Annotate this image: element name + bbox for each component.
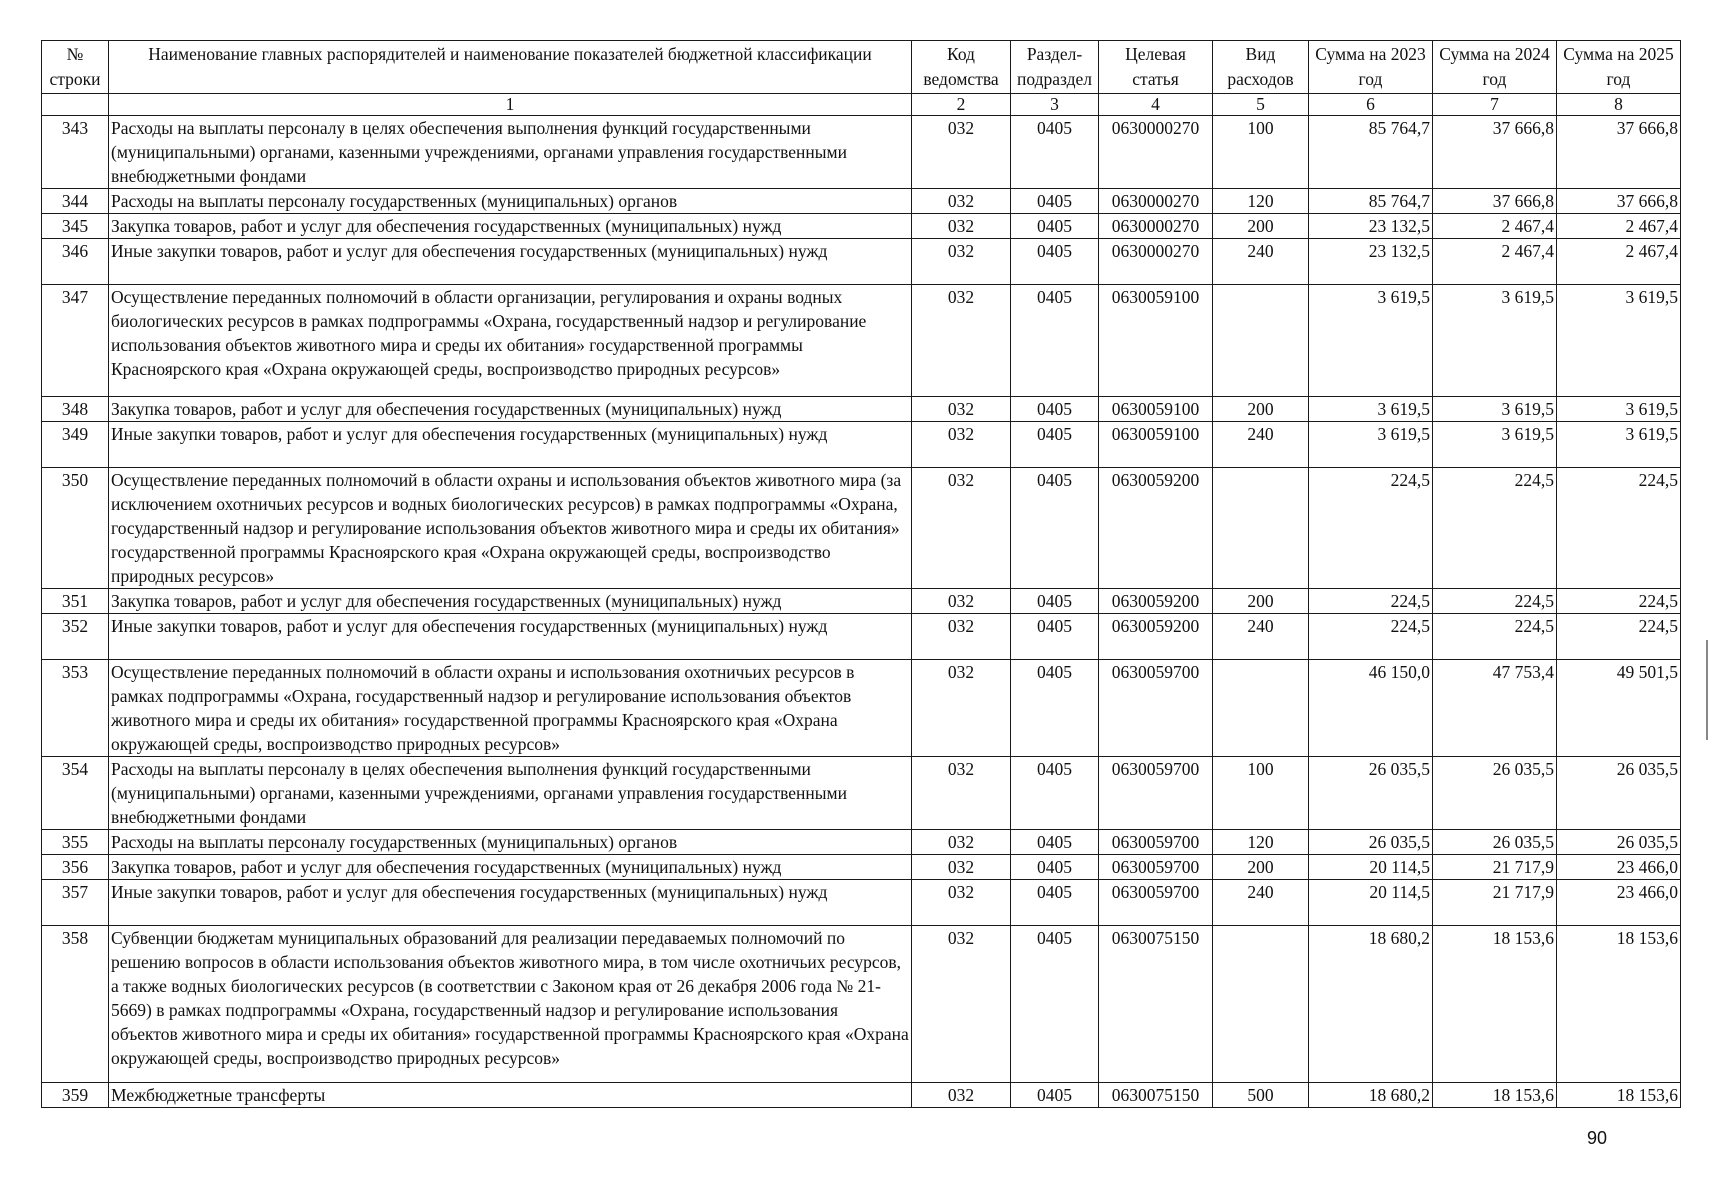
header-sum-2025: Сумма на 2025 год [1557, 41, 1681, 94]
row-celevaya-statya: 0630059200 [1099, 614, 1213, 660]
row-sum-2025: 26 035,5 [1557, 830, 1681, 855]
row-razdel-podrazdel: 0405 [1011, 239, 1099, 285]
table-row [42, 239, 1681, 285]
row-sum-2025: 49 501,5 [1557, 660, 1681, 757]
row-kod-vedomstva: 032 [912, 589, 1011, 614]
row-sum-2024: 18 153,6 [1433, 926, 1557, 1083]
row-name: Закупка товаров, работ и услуг для обеспечения государственных (муниципальных) нужд [109, 589, 912, 614]
row-kod-vedomstva: 032 [912, 116, 1011, 189]
row-name: Осуществление переданных полномочий в области охраны и использования объектов животного мира (за исключением охотничьих ресурсов и водных биологических ресурсов) в рамках подпрограммы «Охрана, государственный надзор и регулирование использования объектов животного мира и среды их обитания» государственной программы Красноярского края «Охрана окружающей среды, воспроизводство природных ресурсов» [109, 468, 912, 589]
table-row [42, 614, 1681, 660]
row-celevaya-statya: 0630059700 [1099, 855, 1213, 880]
row-vid-rashodov: 200 [1213, 855, 1309, 880]
row-vid-rashodov: 200 [1213, 589, 1309, 614]
row-celevaya-statya: 0630059100 [1099, 285, 1213, 397]
row-number: 354 [42, 757, 109, 830]
row-name: Иные закупки товаров, работ и услуг для обеспечения государственных (муниципальных) нужд [109, 880, 912, 926]
row-number: 351 [42, 589, 109, 614]
row-name: Иные закупки товаров, работ и услуг для обеспечения государственных (муниципальных) нужд [109, 422, 912, 468]
row-celevaya-statya: 0630059700 [1099, 880, 1213, 926]
row-sum-2024: 21 717,9 [1433, 855, 1557, 880]
row-sum-2023: 224,5 [1309, 614, 1433, 660]
row-sum-2023: 85 764,7 [1309, 189, 1433, 214]
row-kod-vedomstva: 032 [912, 189, 1011, 214]
row-name: Расходы на выплаты персоналу государственных (муниципальных) органов [109, 189, 912, 214]
row-vid-rashodov: 200 [1213, 397, 1309, 422]
row-sum-2024: 37 666,8 [1433, 116, 1557, 189]
row-vid-rashodov: 100 [1213, 757, 1309, 830]
row-kod-vedomstva: 032 [912, 468, 1011, 589]
row-sum-2025: 26 035,5 [1557, 757, 1681, 830]
row-sum-2024: 37 666,8 [1433, 189, 1557, 214]
budget-table [41, 40, 1681, 1108]
row-sum-2025: 2 467,4 [1557, 239, 1681, 285]
table-header [42, 41, 1681, 116]
row-number: 355 [42, 830, 109, 855]
row-sum-2024: 47 753,4 [1433, 660, 1557, 757]
column-number: 5 [1213, 94, 1309, 116]
row-sum-2025: 23 466,0 [1557, 880, 1681, 926]
column-number: 7 [1433, 94, 1557, 116]
row-razdel-podrazdel: 0405 [1011, 855, 1099, 880]
row-kod-vedomstva: 032 [912, 285, 1011, 397]
row-sum-2023: 18 680,2 [1309, 926, 1433, 1083]
row-celevaya-statya: 0630075150 [1099, 1083, 1213, 1108]
row-kod-vedomstva: 032 [912, 214, 1011, 239]
row-sum-2023: 85 764,7 [1309, 116, 1433, 189]
row-number: 356 [42, 855, 109, 880]
table-row [42, 116, 1681, 189]
row-kod-vedomstva: 032 [912, 614, 1011, 660]
row-vid-rashodov: 120 [1213, 189, 1309, 214]
header-kod: Код ведомства [912, 41, 1011, 94]
row-razdel-podrazdel: 0405 [1011, 422, 1099, 468]
row-kod-vedomstva: 032 [912, 757, 1011, 830]
row-sum-2024: 18 153,6 [1433, 1083, 1557, 1108]
row-vid-rashodov [1213, 926, 1309, 1083]
row-name: Закупка товаров, работ и услуг для обеспечения государственных (муниципальных) нужд [109, 214, 912, 239]
row-celevaya-statya: 0630059100 [1099, 397, 1213, 422]
row-razdel-podrazdel: 0405 [1011, 116, 1099, 189]
table-row [42, 926, 1681, 1083]
row-number: 358 [42, 926, 109, 1083]
row-celevaya-statya: 0630059200 [1099, 468, 1213, 589]
row-sum-2023: 23 132,5 [1309, 239, 1433, 285]
row-kod-vedomstva: 032 [912, 397, 1011, 422]
row-name: Субвенции бюджетам муниципальных образований для реализации передаваемых полномочий по решению вопросов в области использования объектов животного мира, в том числе охотничьих ресурсов, а также водных биологических ресурсов (в соответствии с Законом края от 26 декабря 2006 года № 21-5669) в рамках подпрограммы «Охрана, государственный надзор и регулирование использования объектов животного мира и среды их обитания» государственной программы Красноярского края «Охрана окружающей среды, воспроизводство природных ресурсов» [109, 926, 912, 1083]
row-sum-2025: 224,5 [1557, 468, 1681, 589]
row-razdel-podrazdel: 0405 [1011, 660, 1099, 757]
row-sum-2025: 18 153,6 [1557, 926, 1681, 1083]
row-sum-2025: 224,5 [1557, 614, 1681, 660]
row-sum-2024: 3 619,5 [1433, 285, 1557, 397]
row-name: Межбюджетные трансферты [109, 1083, 912, 1108]
row-sum-2024: 26 035,5 [1433, 830, 1557, 855]
table-row [42, 830, 1681, 855]
row-sum-2024: 2 467,4 [1433, 239, 1557, 285]
row-kod-vedomstva: 032 [912, 880, 1011, 926]
row-razdel-podrazdel: 0405 [1011, 214, 1099, 239]
table-row [42, 468, 1681, 589]
row-celevaya-statya: 0630059700 [1099, 757, 1213, 830]
row-vid-rashodov: 240 [1213, 880, 1309, 926]
row-sum-2023: 18 680,2 [1309, 1083, 1433, 1108]
table-row [42, 285, 1681, 397]
row-celevaya-statya: 0630000270 [1099, 239, 1213, 285]
row-vid-rashodov: 100 [1213, 116, 1309, 189]
row-number: 349 [42, 422, 109, 468]
row-number: 352 [42, 614, 109, 660]
row-vid-rashodov: 500 [1213, 1083, 1309, 1108]
row-number: 343 [42, 116, 109, 189]
row-vid-rashodov: 240 [1213, 614, 1309, 660]
row-sum-2023: 46 150,0 [1309, 660, 1433, 757]
scan-margin-line [1706, 640, 1708, 740]
table-row [42, 880, 1681, 926]
column-number [42, 94, 109, 116]
table-row [42, 589, 1681, 614]
row-number: 359 [42, 1083, 109, 1108]
table-row [42, 422, 1681, 468]
row-sum-2024: 3 619,5 [1433, 422, 1557, 468]
row-kod-vedomstva: 032 [912, 830, 1011, 855]
row-celevaya-statya: 0630000270 [1099, 214, 1213, 239]
header-razdel: Раздел-подраздел [1011, 41, 1099, 94]
row-name: Осуществление переданных полномочий в области охраны и использования охотничьих ресурсов в рамках подпрограммы «Охрана, государственный надзор и регулирование использования объектов животного мира и среды их обитания» государственной программы Красноярского края «Охрана окружающей среды, воспроизводство природных ресурсов» [109, 660, 912, 757]
row-name: Иные закупки товаров, работ и услуг для обеспечения государственных (муниципальных) нужд [109, 614, 912, 660]
row-sum-2024: 3 619,5 [1433, 397, 1557, 422]
header-name: Наименование главных распорядителей и наименование показателей бюджетной классификации [109, 41, 912, 94]
column-number: 2 [912, 94, 1011, 116]
row-number: 357 [42, 880, 109, 926]
table-row [42, 189, 1681, 214]
row-razdel-podrazdel: 0405 [1011, 589, 1099, 614]
row-number: 353 [42, 660, 109, 757]
row-kod-vedomstva: 032 [912, 239, 1011, 285]
table-body [42, 116, 1681, 1108]
column-number: 1 [109, 94, 912, 116]
header-num: № строки [42, 41, 109, 94]
table-row [42, 660, 1681, 757]
row-sum-2023: 3 619,5 [1309, 422, 1433, 468]
table-row [42, 397, 1681, 422]
row-razdel-podrazdel: 0405 [1011, 926, 1099, 1083]
row-celevaya-statya: 0630075150 [1099, 926, 1213, 1083]
column-number: 3 [1011, 94, 1099, 116]
row-sum-2025: 3 619,5 [1557, 285, 1681, 397]
row-celevaya-statya: 0630059700 [1099, 830, 1213, 855]
table-row [42, 214, 1681, 239]
row-sum-2024: 224,5 [1433, 589, 1557, 614]
row-sum-2024: 2 467,4 [1433, 214, 1557, 239]
row-razdel-podrazdel: 0405 [1011, 468, 1099, 589]
row-vid-rashodov [1213, 285, 1309, 397]
table-row [42, 757, 1681, 830]
row-sum-2023: 3 619,5 [1309, 285, 1433, 397]
row-name: Расходы на выплаты персоналу государственных (муниципальных) органов [109, 830, 912, 855]
row-vid-rashodov: 120 [1213, 830, 1309, 855]
header-sum-2024: Сумма на 2024 год [1433, 41, 1557, 94]
row-celevaya-statya: 0630000270 [1099, 116, 1213, 189]
header-row [42, 41, 1681, 94]
table-row [42, 1083, 1681, 1108]
row-celevaya-statya: 0630059700 [1099, 660, 1213, 757]
row-number: 344 [42, 189, 109, 214]
row-razdel-podrazdel: 0405 [1011, 830, 1099, 855]
row-sum-2025: 18 153,6 [1557, 1083, 1681, 1108]
row-vid-rashodov [1213, 660, 1309, 757]
column-number: 6 [1309, 94, 1433, 116]
row-celevaya-statya: 0630059100 [1099, 422, 1213, 468]
row-kod-vedomstva: 032 [912, 855, 1011, 880]
row-sum-2024: 224,5 [1433, 468, 1557, 589]
row-sum-2025: 2 467,4 [1557, 214, 1681, 239]
column-number-row [42, 94, 1681, 116]
row-name: Осуществление переданных полномочий в области организации, регулирования и охраны водных биологических ресурсов в рамках подпрограммы «Охрана, государственный надзор и регулирование использования объектов животного мира и среды их обитания» государственной программы Красноярского края «Охрана окружающей среды, воспроизводство природных ресурсов» [109, 285, 912, 397]
row-name: Закупка товаров, работ и услуг для обеспечения государственных (муниципальных) нужд [109, 397, 912, 422]
row-razdel-podrazdel: 0405 [1011, 189, 1099, 214]
row-sum-2025: 224,5 [1557, 589, 1681, 614]
row-sum-2024: 224,5 [1433, 614, 1557, 660]
row-razdel-podrazdel: 0405 [1011, 1083, 1099, 1108]
page-number: 90 [1587, 1128, 1608, 1148]
row-kod-vedomstva: 032 [912, 1083, 1011, 1108]
row-vid-rashodov: 240 [1213, 239, 1309, 285]
row-razdel-podrazdel: 0405 [1011, 397, 1099, 422]
row-kod-vedomstva: 032 [912, 926, 1011, 1083]
row-number: 348 [42, 397, 109, 422]
header-sum-2023: Сумма на 2023 год [1309, 41, 1433, 94]
row-sum-2025: 37 666,8 [1557, 116, 1681, 189]
row-sum-2023: 224,5 [1309, 589, 1433, 614]
row-vid-rashodov [1213, 468, 1309, 589]
row-celevaya-statya: 0630000270 [1099, 189, 1213, 214]
row-sum-2025: 23 466,0 [1557, 855, 1681, 880]
column-number: 8 [1557, 94, 1681, 116]
table-row [42, 855, 1681, 880]
row-sum-2023: 20 114,5 [1309, 855, 1433, 880]
row-number: 346 [42, 239, 109, 285]
row-name: Расходы на выплаты персоналу в целях обеспечения выполнения функций государственными (муниципальными) органами, казенными учреждениями, органами управления государственными внебюджетными фондами [109, 116, 912, 189]
row-name: Расходы на выплаты персоналу в целях обеспечения выполнения функций государственными (муниципальными) органами, казенными учреждениями, органами управления государственными внебюджетными фондами [109, 757, 912, 830]
row-number: 345 [42, 214, 109, 239]
row-sum-2023: 23 132,5 [1309, 214, 1433, 239]
row-name: Закупка товаров, работ и услуг для обеспечения государственных (муниципальных) нужд [109, 855, 912, 880]
row-sum-2023: 3 619,5 [1309, 397, 1433, 422]
row-sum-2024: 26 035,5 [1433, 757, 1557, 830]
row-sum-2024: 21 717,9 [1433, 880, 1557, 926]
row-vid-rashodov: 240 [1213, 422, 1309, 468]
row-sum-2023: 20 114,5 [1309, 880, 1433, 926]
row-sum-2023: 26 035,5 [1309, 830, 1433, 855]
row-kod-vedomstva: 032 [912, 660, 1011, 757]
row-sum-2025: 37 666,8 [1557, 189, 1681, 214]
row-number: 347 [42, 285, 109, 397]
header-celevaya: Целевая статья [1099, 41, 1213, 94]
row-razdel-podrazdel: 0405 [1011, 757, 1099, 830]
row-vid-rashodov: 200 [1213, 214, 1309, 239]
header-vid: Вид расходов [1213, 41, 1309, 94]
row-sum-2025: 3 619,5 [1557, 422, 1681, 468]
row-celevaya-statya: 0630059200 [1099, 589, 1213, 614]
row-razdel-podrazdel: 0405 [1011, 285, 1099, 397]
row-kod-vedomstva: 032 [912, 422, 1011, 468]
row-number: 350 [42, 468, 109, 589]
row-sum-2025: 3 619,5 [1557, 397, 1681, 422]
column-number: 4 [1099, 94, 1213, 116]
row-name: Иные закупки товаров, работ и услуг для обеспечения государственных (муниципальных) нужд [109, 239, 912, 285]
row-sum-2023: 224,5 [1309, 468, 1433, 589]
row-sum-2023: 26 035,5 [1309, 757, 1433, 830]
row-razdel-podrazdel: 0405 [1011, 880, 1099, 926]
row-razdel-podrazdel: 0405 [1011, 614, 1099, 660]
